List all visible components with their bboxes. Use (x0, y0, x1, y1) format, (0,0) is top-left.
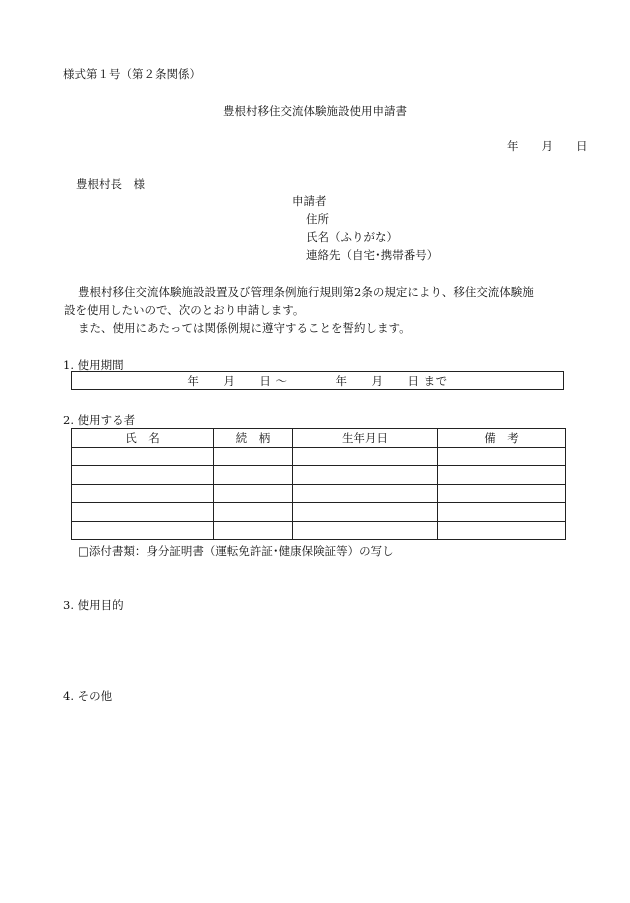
document-title: 豊根村移住交流体験施設使用申請書 (223, 104, 407, 118)
persons-table (71, 428, 566, 540)
purpose-heading: 3. 使用目的 (63, 598, 124, 612)
body-paragraph-line-1: 豊根村移住交流体験施設設置及び管理条例施行規則第2条の規定により、移住交流体験施 (78, 285, 534, 299)
header-remarks: 備 考 (438, 429, 566, 448)
cell-relationship[interactable] (214, 447, 293, 466)
cell-relationship[interactable] (214, 466, 293, 485)
cell-birthdate[interactable] (293, 521, 438, 540)
other-heading: 4. その他 (63, 689, 113, 703)
form-number: 様式第１号（第２条関係） (63, 67, 201, 81)
cell-relationship[interactable] (214, 484, 293, 503)
cell-relationship[interactable] (214, 503, 293, 522)
usage-period-text: 年 月 日 ～ 年 月 日 まで (187, 373, 448, 388)
cell-name[interactable] (72, 466, 214, 485)
attachment-note: □添付書類：身分証明書（運転免許証･健康保険証等）の写し (78, 544, 394, 558)
cell-remarks[interactable] (438, 503, 566, 522)
applicant-name-label: 氏名（ふりがな） (306, 230, 398, 244)
cell-name[interactable] (72, 484, 214, 503)
cell-remarks[interactable] (438, 484, 566, 503)
applicant-contact-label: 連絡先（自宅･携帯番号） (306, 248, 439, 262)
cell-name[interactable] (72, 447, 214, 466)
header-birthdate: 生年月日 (293, 429, 438, 448)
cell-name[interactable] (72, 503, 214, 522)
cell-remarks[interactable] (438, 466, 566, 485)
table-row (72, 503, 566, 522)
addressee: 豊根村長 様 (76, 177, 145, 191)
persons-heading: 2. 使用する者 (63, 413, 136, 427)
period-heading: 1. 使用期間 (63, 358, 124, 372)
body-paragraph-line-2: 設を使用したいので、次のとおり申請します。 (64, 303, 305, 317)
applicant-address-label: 住所 (306, 212, 329, 226)
body-paragraph-line-3: また、使用にあたっては関係例規に遵守することを誓約します。 (78, 321, 411, 335)
cell-relationship[interactable] (214, 521, 293, 540)
table-row (72, 484, 566, 503)
usage-period-field[interactable] (71, 371, 564, 390)
cell-remarks[interactable] (438, 447, 566, 466)
table-row (72, 466, 566, 485)
cell-birthdate[interactable] (293, 503, 438, 522)
table-row (72, 521, 566, 540)
table-row (72, 447, 566, 466)
cell-remarks[interactable] (438, 521, 566, 540)
header-name: 氏 名 (72, 429, 214, 448)
cell-name[interactable] (72, 521, 214, 540)
cell-birthdate[interactable] (293, 484, 438, 503)
table-header-row (72, 429, 566, 448)
cell-birthdate[interactable] (293, 466, 438, 485)
application-date: 年 月 日 (507, 139, 588, 153)
cell-birthdate[interactable] (293, 447, 438, 466)
applicant-heading: 申請者 (292, 194, 327, 208)
header-relationship: 続 柄 (214, 429, 293, 448)
